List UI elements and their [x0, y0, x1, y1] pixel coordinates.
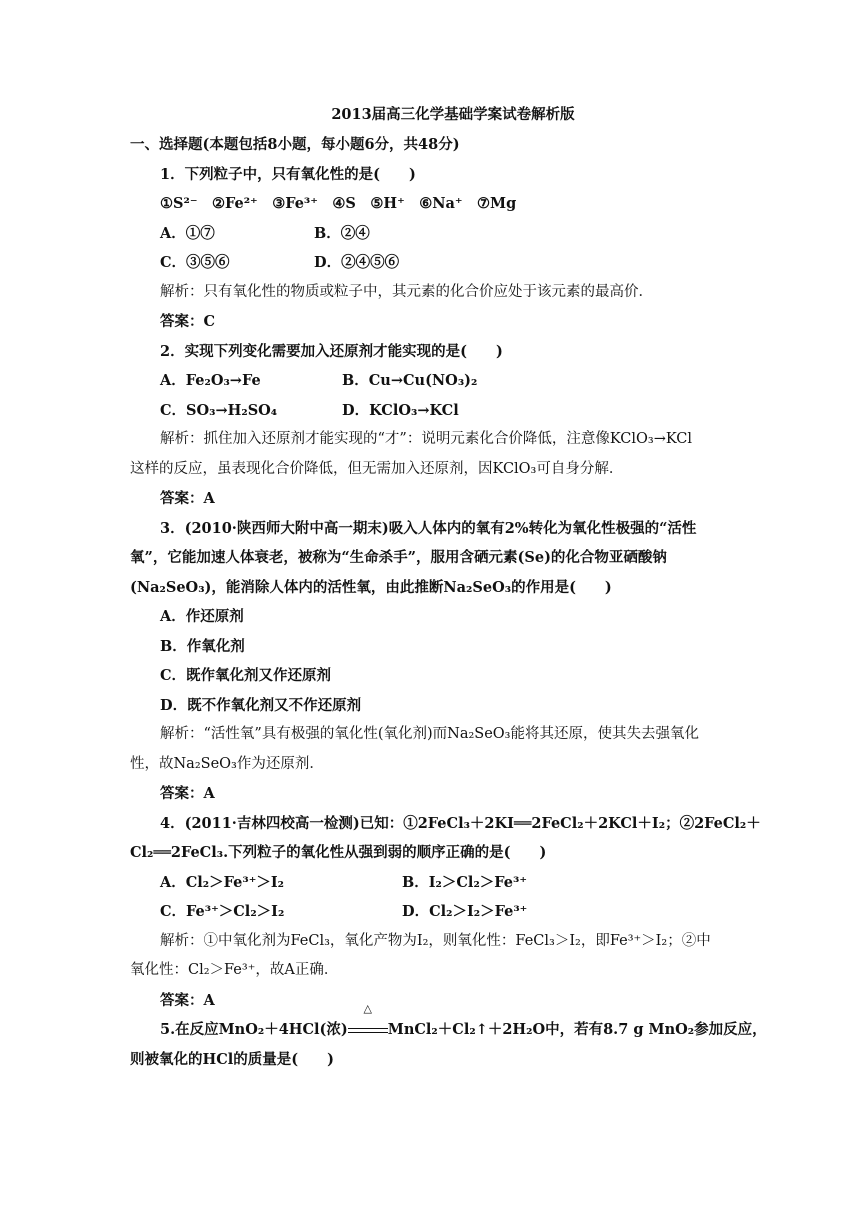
q3-stem-line2: 氧”，它能加速人体衰老，被称为“生命杀手”，服用含硒元素(Se)的化合物亚硒酸钠	[130, 549, 667, 566]
q1-stem: 1．下列粒子中，只有氧化性的是( )	[160, 165, 416, 183]
q2-option-a: A．Fe₂O₃→Fe	[160, 372, 261, 389]
q1-option-d: D．②④⑤⑥	[314, 254, 400, 271]
q2-option-d: D．KClO₃→KCl	[342, 401, 459, 419]
q2-options-row1	[130, 366, 740, 396]
q4-stem-line2: Cl₂══2FeCl₃.下列粒子的氧化性从强到弱的顺序正确的是( )	[130, 844, 547, 861]
q2-analysis-line1: 解析：抓住加入还原剂才能实现的“才”：说明元素化合价降低，注意像KClO₃→KCl	[160, 431, 693, 447]
q4-option-b: B．I₂＞Cl₂＞Fe³⁺	[402, 873, 528, 891]
q4-answer: 答案：A	[160, 991, 215, 1009]
q3-option-d: D．既不作氧化剂又不作还原剂	[160, 696, 362, 714]
q1-species: ①S²⁻ ②Fe²⁺ ③Fe³⁺ ④S ⑤H⁺ ⑥Na⁺ ⑦Mg	[160, 195, 517, 212]
equilibrium-bar	[348, 1028, 388, 1033]
q4-option-d: D．Cl₂＞I₂＞Fe³⁺	[402, 903, 528, 920]
q3-stem-line3: (Na₂SeO₃)，能消除人体内的活性氧，由此推断Na₂SeO₃的作用是( )	[130, 578, 612, 596]
q3-option-a: A．作还原剂	[160, 608, 244, 625]
document-title: 2013届高三化学基础学案试卷解析版	[331, 106, 575, 123]
q5-stem-part1: 5.在反应MnO₂＋4HCl(浓)	[160, 1021, 348, 1038]
q2-answer: 答案：A	[160, 490, 215, 507]
q1-options-row2	[130, 248, 740, 278]
q1-option-b: B．②④	[314, 224, 370, 242]
q3-option-b: B．作氧化剂	[160, 637, 245, 655]
q1-option-c: C．③⑤⑥	[160, 254, 230, 271]
q1-option-a: A．①⑦	[160, 224, 215, 242]
q5-stem-line2: 则被氧化的HCl的质量是( )	[130, 1050, 334, 1068]
q2-stem: 2．实现下列变化需要加入还原剂才能实现的是( )	[160, 342, 503, 360]
heat-symbol: △	[363, 1002, 373, 1015]
document-page	[130, 100, 767, 1074]
q1-answer: 答案：C	[160, 313, 216, 330]
q3-option-c: C．既作氧化剂又作还原剂	[160, 667, 332, 684]
q5-stem-part2: MnCl₂＋Cl₂↑＋2H₂O中，若有8.7 g MnO₂参加反应，	[387, 1021, 767, 1038]
q2-options-row2	[130, 396, 740, 426]
q4-option-a: A．Cl₂＞Fe³⁺＞I₂	[160, 873, 285, 891]
q1-options-row1	[130, 219, 740, 249]
q5-stem-line1	[130, 1002, 767, 1045]
q2-option-b: B．Cu→Cu(NO₃)₂	[342, 372, 478, 389]
q4-analysis-line1: 解析：①中氧化剂为FeCl₃，氧化产物为I₂，则氧化性：FeCl₃＞I₂，即Fe³⁺＞I₂；②中	[160, 932, 711, 949]
reaction-condition	[348, 1002, 388, 1045]
q2-option-c: C．SO₃→H₂SO₄	[160, 401, 278, 419]
q4-stem-line1: 4．(2011·吉林四校高一检测)已知：①2FeCl₃＋2KI══2FeCl₂＋2KCl＋I₂；②2FeCl₂＋	[160, 814, 761, 832]
q3-analysis-line2: 性，故Na₂SeO₃作为还原剂．	[130, 755, 324, 772]
q1-analysis: 解析：只有氧化性的物质或粒子中，其元素的化合价应处于该元素的最高价．	[160, 283, 653, 300]
q3-analysis-line1: 解析：“活性氧”具有极强的氧化性(氧化剂)而Na₂SeO₃能将其还原，使其失去强氧化	[160, 726, 699, 742]
q2-analysis-line2: 这样的反应，虽表现化合价降低，但无需加入还原剂，因KClO₃可自身分解．	[130, 460, 624, 477]
q4-options-row2	[130, 897, 740, 927]
q4-options-row1	[130, 868, 740, 898]
q3-answer: 答案：A	[160, 785, 215, 802]
section-heading: 一、选择题(本题包括8小题，每小题6分，共48分)	[130, 136, 460, 153]
q3-stem-line1: 3．(2010·陕西师大附中高一期末)吸入人体内的氧有2%转化为氧化性极强的“活性	[160, 519, 697, 537]
q4-option-c: C．Fe³⁺＞Cl₂＞I₂	[160, 903, 285, 920]
q4-analysis-line2: 氧化性：Cl₂＞Fe³⁺，故A正确．	[130, 962, 339, 978]
